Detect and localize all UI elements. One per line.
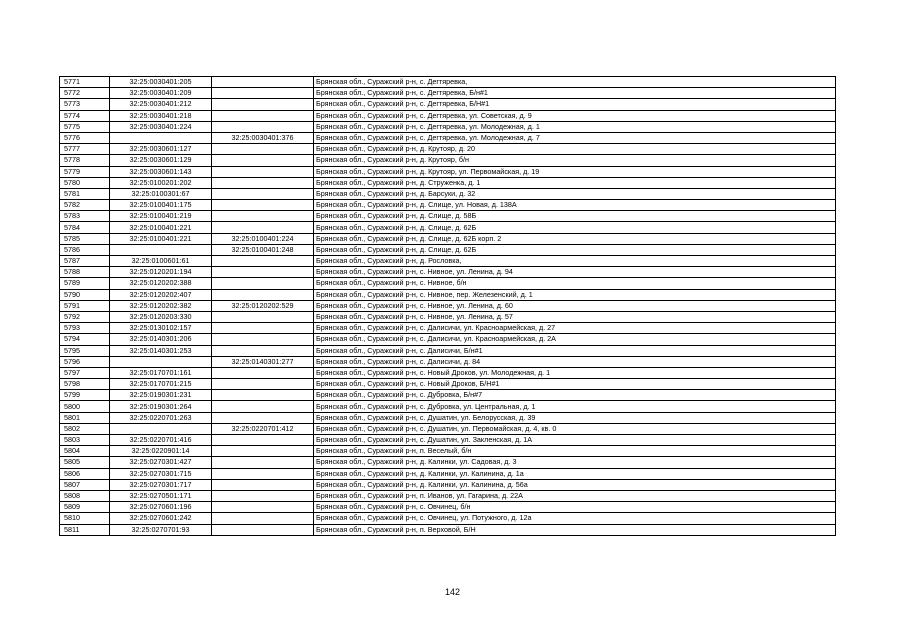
row-number-cell: 5780 xyxy=(60,177,110,188)
related-cadastral-number-cell xyxy=(212,155,314,166)
row-number-cell: 5787 xyxy=(60,256,110,267)
row-number-cell: 5788 xyxy=(60,267,110,278)
address-cell: Брянская обл., Суражский р-н, д. Слище, ул. Новая, д. 138А xyxy=(314,200,836,211)
related-cadastral-number-cell: 32:25:0100401:224 xyxy=(212,233,314,244)
address-cell: Брянская обл., Суражский р-н, с. Душатин, ул. Первомайская, д. 4, кв. 0 xyxy=(314,423,836,434)
row-number-cell: 5794 xyxy=(60,334,110,345)
related-cadastral-number-cell xyxy=(212,200,314,211)
cadastral-number-cell: 32:25:0130102:157 xyxy=(110,323,212,334)
table-row xyxy=(60,513,836,524)
address-cell: Брянская обл., Суражский р-н, с. Овчинец, ул. Потужного, д. 12а xyxy=(314,513,836,524)
related-cadastral-number-cell xyxy=(212,323,314,334)
cadastral-number-cell xyxy=(110,132,212,143)
table-row xyxy=(60,256,836,267)
related-cadastral-number-cell xyxy=(212,99,314,110)
table-row xyxy=(60,99,836,110)
address-cell: Брянская обл., Суражский р-н, п. Верховой, Б/Н xyxy=(314,524,836,535)
table-row xyxy=(60,323,836,334)
related-cadastral-number-cell xyxy=(212,446,314,457)
cadastral-number-cell: 32:25:0190301:231 xyxy=(110,390,212,401)
row-number-cell: 5800 xyxy=(60,401,110,412)
table-row xyxy=(60,379,836,390)
row-number-cell: 5807 xyxy=(60,479,110,490)
address-cell: Брянская обл., Суражский р-н, с. Дегтяревка, ул. Советская, д. 9 xyxy=(314,110,836,121)
row-number-cell: 5784 xyxy=(60,222,110,233)
address-cell: Брянская обл., Суражский р-н, п. Веселый, б/н xyxy=(314,446,836,457)
table-row xyxy=(60,177,836,188)
row-number-cell: 5775 xyxy=(60,121,110,132)
row-number-cell: 5776 xyxy=(60,132,110,143)
row-number-cell: 5804 xyxy=(60,446,110,457)
address-cell: Брянская обл., Суражский р-н, д. Слище, д. 62Б корп. 2 xyxy=(314,233,836,244)
row-number-cell: 5778 xyxy=(60,155,110,166)
cadastral-number-cell: 32:25:0030601:143 xyxy=(110,166,212,177)
address-cell: Брянская обл., Суражский р-н, с. Дегтяревка, Б/н#1 xyxy=(314,88,836,99)
related-cadastral-number-cell xyxy=(212,256,314,267)
table-row xyxy=(60,446,836,457)
related-cadastral-number-cell xyxy=(212,289,314,300)
cadastral-number-cell xyxy=(110,356,212,367)
table-row xyxy=(60,412,836,423)
table-row xyxy=(60,345,836,356)
cadastral-number-cell: 32:25:0030401:205 xyxy=(110,77,212,88)
table-row xyxy=(60,390,836,401)
address-cell: Брянская обл., Суражский р-н, с. Далисичи, Б/н#1 xyxy=(314,345,836,356)
row-number-cell: 5771 xyxy=(60,77,110,88)
table-row xyxy=(60,300,836,311)
cadastral-number-cell: 32:25:0100401:221 xyxy=(110,233,212,244)
cadastral-number-cell: 32:25:0270501:171 xyxy=(110,490,212,501)
address-cell: Брянская обл., Суражский р-н, д. Слище, д. 62Б xyxy=(314,222,836,233)
table-row xyxy=(60,490,836,501)
cadastral-number-cell: 32:25:0100301:67 xyxy=(110,188,212,199)
table-row xyxy=(60,278,836,289)
address-cell: Брянская обл., Суражский р-н, д. Слище, д. 62Б xyxy=(314,244,836,255)
table-row xyxy=(60,144,836,155)
related-cadastral-number-cell xyxy=(212,468,314,479)
related-cadastral-number-cell xyxy=(212,177,314,188)
table-row xyxy=(60,77,836,88)
row-number-cell: 5783 xyxy=(60,211,110,222)
related-cadastral-number-cell xyxy=(212,222,314,233)
address-cell: Брянская обл., Суражский р-н, с. Новый Дроков, ул. Молодежная, д. 1 xyxy=(314,367,836,378)
address-cell: Брянская обл., Суражский р-н, с. Душатин, ул. Закленская, д. 1А xyxy=(314,435,836,446)
cadastral-number-cell: 32:25:0120202:388 xyxy=(110,278,212,289)
related-cadastral-number-cell: 32:25:0100401:248 xyxy=(212,244,314,255)
cadastral-number-cell: 32:25:0030401:224 xyxy=(110,121,212,132)
row-number-cell: 5810 xyxy=(60,513,110,524)
related-cadastral-number-cell xyxy=(212,144,314,155)
table-row xyxy=(60,155,836,166)
table-row xyxy=(60,222,836,233)
related-cadastral-number-cell xyxy=(212,267,314,278)
cadastral-number-cell: 32:25:0120201:194 xyxy=(110,267,212,278)
cadastral-number-cell: 32:25:0030601:127 xyxy=(110,144,212,155)
related-cadastral-number-cell xyxy=(212,334,314,345)
row-number-cell: 5808 xyxy=(60,490,110,501)
cadastral-number-cell: 32:25:0100401:221 xyxy=(110,222,212,233)
table-row xyxy=(60,311,836,322)
address-cell: Брянская обл., Суражский р-н, с. Нивное, ул. Ленина, д. 94 xyxy=(314,267,836,278)
address-cell: Брянская обл., Суражский р-н, д. Крутояр, д. 20 xyxy=(314,144,836,155)
cadastral-number-cell: 32:25:0190301:264 xyxy=(110,401,212,412)
related-cadastral-number-cell: 32:25:0140301:277 xyxy=(212,356,314,367)
cadastral-number-cell: 32:25:0140301:253 xyxy=(110,345,212,356)
row-number-cell: 5795 xyxy=(60,345,110,356)
cadastral-number-cell: 32:25:0120203:330 xyxy=(110,311,212,322)
cadastral-number-cell: 32:25:0270301:427 xyxy=(110,457,212,468)
cadastral-number-cell: 32:25:0220701:416 xyxy=(110,435,212,446)
cadastral-number-cell: 32:25:0170701:215 xyxy=(110,379,212,390)
table-row xyxy=(60,110,836,121)
cadastral-number-cell: 32:25:0270301:717 xyxy=(110,479,212,490)
related-cadastral-number-cell xyxy=(212,457,314,468)
cadastral-number-cell xyxy=(110,423,212,434)
address-cell: Брянская обл., Суражский р-н, с. Нивное, пер. Железенский, д. 1 xyxy=(314,289,836,300)
address-cell: Брянская обл., Суражский р-н, с. Нивное, ул. Ленина, д. 57 xyxy=(314,311,836,322)
cadastral-number-cell: 32:25:0030401:212 xyxy=(110,99,212,110)
row-number-cell: 5773 xyxy=(60,99,110,110)
related-cadastral-number-cell xyxy=(212,166,314,177)
related-cadastral-number-cell xyxy=(212,524,314,535)
row-number-cell: 5805 xyxy=(60,457,110,468)
related-cadastral-number-cell xyxy=(212,435,314,446)
row-number-cell: 5798 xyxy=(60,379,110,390)
table-row xyxy=(60,233,836,244)
cadastral-number-cell: 32:25:0220701:263 xyxy=(110,412,212,423)
row-number-cell: 5797 xyxy=(60,367,110,378)
related-cadastral-number-cell xyxy=(212,479,314,490)
address-cell: Брянская обл., Суражский р-н, с. Дубровка, ул. Центральная, д. 1 xyxy=(314,401,836,412)
address-cell: Брянская обл., Суражский р-н, с. Овчинец, б/н xyxy=(314,502,836,513)
address-cell: Брянская обл., Суражский р-н, д. Слище, д. 58Б xyxy=(314,211,836,222)
table-row xyxy=(60,211,836,222)
table-row xyxy=(60,502,836,513)
table-row xyxy=(60,356,836,367)
table-row xyxy=(60,401,836,412)
related-cadastral-number-cell xyxy=(212,490,314,501)
related-cadastral-number-cell xyxy=(212,110,314,121)
address-cell: Брянская обл., Суражский р-н, п. Иванов, ул. Гагарина, д. 22А xyxy=(314,490,836,501)
related-cadastral-number-cell: 32:25:0220701:412 xyxy=(212,423,314,434)
cadastral-number-cell: 32:25:0270301:715 xyxy=(110,468,212,479)
address-cell: Брянская обл., Суражский р-н, с. Дубровка, Б/н#7 xyxy=(314,390,836,401)
cadastral-number-cell: 32:25:0030401:209 xyxy=(110,88,212,99)
cadastral-number-cell: 32:25:0170701:161 xyxy=(110,367,212,378)
cadastral-number-cell: 32:25:0100201:202 xyxy=(110,177,212,188)
table-row xyxy=(60,334,836,345)
address-cell: Брянская обл., Суражский р-н, с. Далисичи, ул. Красноармейская, д. 2А xyxy=(314,334,836,345)
row-number-cell: 5806 xyxy=(60,468,110,479)
row-number-cell: 5779 xyxy=(60,166,110,177)
row-number-cell: 5799 xyxy=(60,390,110,401)
registry-table xyxy=(59,76,836,536)
table-row xyxy=(60,289,836,300)
table-row xyxy=(60,367,836,378)
cadastral-number-cell: 32:25:0220901:14 xyxy=(110,446,212,457)
registry-table-body xyxy=(60,77,836,536)
address-cell: Брянская обл., Суражский р-н, д. Калинки, ул. Садовая, д. 3 xyxy=(314,457,836,468)
row-number-cell: 5786 xyxy=(60,244,110,255)
row-number-cell: 5791 xyxy=(60,300,110,311)
related-cadastral-number-cell: 32:25:0030401:376 xyxy=(212,132,314,143)
table-row xyxy=(60,468,836,479)
table-row xyxy=(60,479,836,490)
table-row xyxy=(60,121,836,132)
address-cell: Брянская обл., Суражский р-н, с. Новый Дроков, Б/Н#1 xyxy=(314,379,836,390)
row-number-cell: 5782 xyxy=(60,200,110,211)
related-cadastral-number-cell xyxy=(212,345,314,356)
address-cell: Брянская обл., Суражский р-н, с. Нивное, ул. Ленина, д. 60 xyxy=(314,300,836,311)
row-number-cell: 5790 xyxy=(60,289,110,300)
address-cell: Брянская обл., Суражский р-н, д. Калинки, ул. Калинина, д. 56а xyxy=(314,479,836,490)
table-row xyxy=(60,188,836,199)
address-cell: Брянская обл., Суражский р-н, д. Рословка, xyxy=(314,256,836,267)
address-cell: Брянская обл., Суражский р-н, д. Барсуки, д. 32 xyxy=(314,188,836,199)
row-number-cell: 5789 xyxy=(60,278,110,289)
related-cadastral-number-cell: 32:25:0120202:529 xyxy=(212,300,314,311)
row-number-cell: 5777 xyxy=(60,144,110,155)
address-cell: Брянская обл., Суражский р-н, д. Струженка, д. 1 xyxy=(314,177,836,188)
table-row xyxy=(60,524,836,535)
row-number-cell: 5792 xyxy=(60,311,110,322)
address-cell: Брянская обл., Суражский р-н, с. Нивное, б/н xyxy=(314,278,836,289)
row-number-cell: 5793 xyxy=(60,323,110,334)
related-cadastral-number-cell xyxy=(212,390,314,401)
related-cadastral-number-cell xyxy=(212,278,314,289)
cadastral-number-cell xyxy=(110,244,212,255)
cadastral-number-cell: 32:25:0120202:382 xyxy=(110,300,212,311)
cadastral-number-cell: 32:25:0030601:129 xyxy=(110,155,212,166)
table-row xyxy=(60,244,836,255)
table-row xyxy=(60,88,836,99)
related-cadastral-number-cell xyxy=(212,412,314,423)
cadastral-number-cell: 32:25:0100601:61 xyxy=(110,256,212,267)
row-number-cell: 5811 xyxy=(60,524,110,535)
related-cadastral-number-cell xyxy=(212,401,314,412)
address-cell: Брянская обл., Суражский р-н, д. Крутояр, ул. Первомайская, д. 19 xyxy=(314,166,836,177)
address-cell: Брянская обл., Суражский р-н, д. Калинки, ул. Калинина, д. 1а xyxy=(314,468,836,479)
table-row xyxy=(60,423,836,434)
related-cadastral-number-cell xyxy=(212,502,314,513)
cadastral-number-cell: 32:25:0270701:93 xyxy=(110,524,212,535)
related-cadastral-number-cell xyxy=(212,211,314,222)
row-number-cell: 5781 xyxy=(60,188,110,199)
row-number-cell: 5785 xyxy=(60,233,110,244)
related-cadastral-number-cell xyxy=(212,188,314,199)
address-cell: Брянская обл., Суражский р-н, с. Дегтяревка, Б/Н#1 xyxy=(314,99,836,110)
table-row xyxy=(60,457,836,468)
cadastral-number-cell: 32:25:0270601:242 xyxy=(110,513,212,524)
address-cell: Брянская обл., Суражский р-н, с. Дегтяревка, xyxy=(314,77,836,88)
row-number-cell: 5774 xyxy=(60,110,110,121)
address-cell: Брянская обл., Суражский р-н, с. Дегтяревка, ул. Молодежная, д. 1 xyxy=(314,121,836,132)
address-cell: Брянская обл., Суражский р-н, с. Далисичи, ул. Красноармейская, д. 27 xyxy=(314,323,836,334)
row-number-cell: 5796 xyxy=(60,356,110,367)
cadastral-number-cell: 32:25:0140301:206 xyxy=(110,334,212,345)
row-number-cell: 5772 xyxy=(60,88,110,99)
row-number-cell: 5801 xyxy=(60,412,110,423)
address-cell: Брянская обл., Суражский р-н, с. Душатин, ул. Белорусская, д. 39 xyxy=(314,412,836,423)
row-number-cell: 5802 xyxy=(60,423,110,434)
row-number-cell: 5803 xyxy=(60,435,110,446)
cadastral-number-cell: 32:25:0120202:407 xyxy=(110,289,212,300)
address-cell: Брянская обл., Суражский р-н, с. Далисичи, д. 84 xyxy=(314,356,836,367)
table-row xyxy=(60,132,836,143)
row-number-cell: 5809 xyxy=(60,502,110,513)
table-row xyxy=(60,267,836,278)
address-cell: Брянская обл., Суражский р-н, с. Дегтяревка, ул. Молодежная, д. 7 xyxy=(314,132,836,143)
related-cadastral-number-cell xyxy=(212,513,314,524)
related-cadastral-number-cell xyxy=(212,367,314,378)
related-cadastral-number-cell xyxy=(212,379,314,390)
cadastral-number-cell: 32:25:0100401:175 xyxy=(110,200,212,211)
related-cadastral-number-cell xyxy=(212,311,314,322)
page-number: 142 xyxy=(444,587,461,597)
table-row xyxy=(60,435,836,446)
related-cadastral-number-cell xyxy=(212,77,314,88)
cadastral-number-cell: 32:25:0270601:196 xyxy=(110,502,212,513)
cadastral-number-cell: 32:25:0100401:219 xyxy=(110,211,212,222)
table-row xyxy=(60,166,836,177)
cadastral-number-cell: 32:25:0030401:218 xyxy=(110,110,212,121)
table-row xyxy=(60,200,836,211)
address-cell: Брянская обл., Суражский р-н, д. Крутояр, б/н xyxy=(314,155,836,166)
related-cadastral-number-cell xyxy=(212,88,314,99)
related-cadastral-number-cell xyxy=(212,121,314,132)
